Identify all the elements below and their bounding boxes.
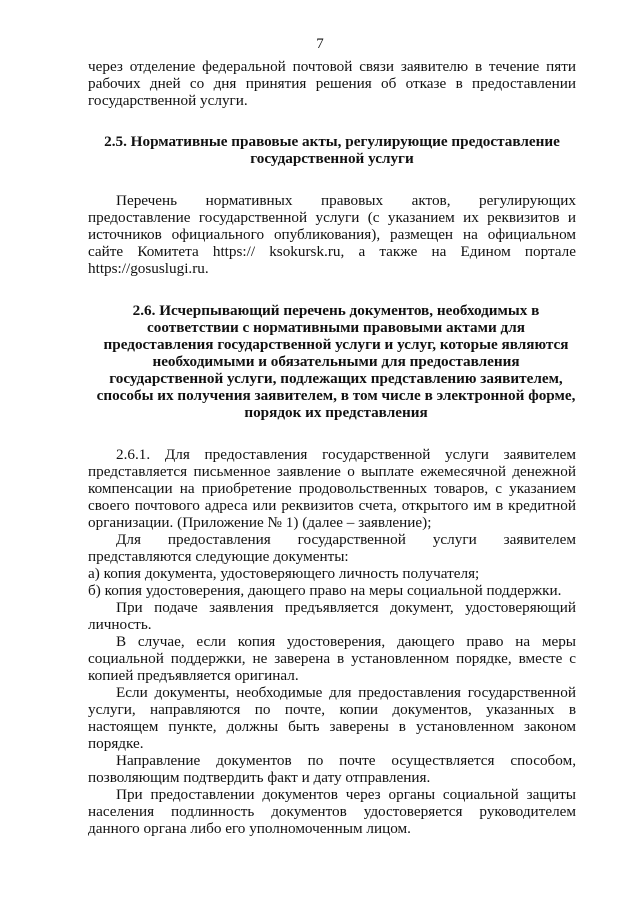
document-body xyxy=(88,58,576,837)
identity-document-paragraph: При подаче заявления предъявляется документ, удостоверяющий личность. xyxy=(88,599,576,633)
documents-intro-paragraph: Для предоставления государственной услуги заявителем представляются следующие документы: xyxy=(88,531,576,565)
paragraph-2-6-1: 2.6.1. Для предоставления государственной услуги заявителем представляется письменное заявление о выплате ежемесячной денежной компенсации на приобретение продовольственных товаров, с указанием своего почтового адреса или реквизитов счета, открытого им в кредитной организации. (Приложение № 1) (далее – заявление); xyxy=(88,446,576,531)
intro-paragraph: через отделение федеральной почтовой связи заявителю в течение пяти рабочих дней со дня принятия решения об отказе в предоставлении государственной услуги. xyxy=(88,58,576,109)
section-2-6-heading: 2.6. Исчерпывающий перечень документов, необходимых в соответствии с нормативными правовыми актами для предоставления государственной услуги и услуг, которые являются необходимыми и обязательными для предоставления государственной услуги, подлежащих представлению заявителем, способы их получения заявителем, в том числе в электронной форме, порядок их представления xyxy=(96,302,576,421)
postal-submission-paragraph: Если документы, необходимые для предоставления государственной услуги, направляются по почте, копии документов, указанных в настоящем пункте, должны быть заверены в установленном законом порядке. xyxy=(88,684,576,752)
postal-method-paragraph: Направление документов по почте осуществляется способом, позволяющим подтвердить факт и дату отправления. xyxy=(88,752,576,786)
section-2-5-heading: 2.5. Нормативные правовые акты, регулирующие предоставление государственной услуги xyxy=(104,133,560,167)
page-number: 7 xyxy=(316,36,324,52)
list-item-b: б) копия удостоверения, дающего право на меры социальной поддержки. xyxy=(88,582,562,599)
section-2-5-paragraph: Перечень нормативных правовых актов, регулирующих предоставление государственной услуги (с указанием их реквизитов и источников официального опубликования), размещен на официальном сайте Комитета https:// ksokursk.ru, а также на Едином портале https://gosuslugi.ru. xyxy=(88,192,576,277)
original-document-paragraph: В случае, если копия удостоверения, дающего право на меры социальной поддержки, не заверена в установленном порядке, вместе с копией предъявляется оригинал. xyxy=(88,633,576,684)
list-item-a: а) копия документа, удостоверяющего личность получателя; xyxy=(88,565,480,582)
social-protection-paragraph: При предоставлении документов через органы социальной защиты населения подлинность документов удостоверяется руководителем данного органа либо его уполномоченным лицом. xyxy=(88,786,576,837)
